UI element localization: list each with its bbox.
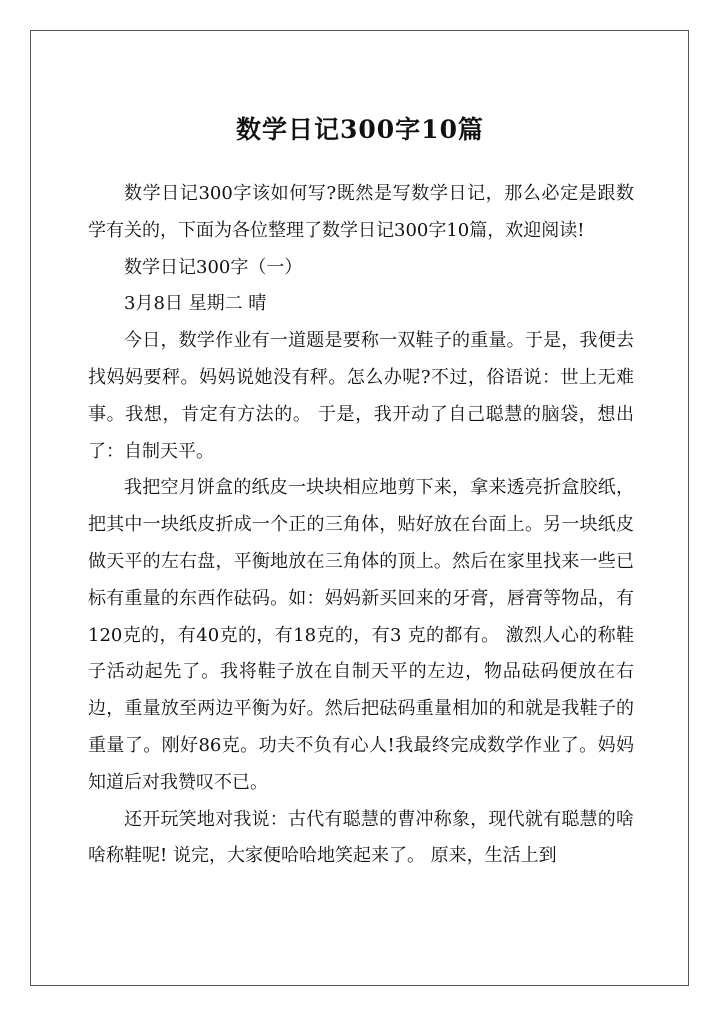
document-body [88,176,634,875]
paragraph-intro: 数学日记300字该如何写?既然是写数学日记，那么必定是跟数学有关的，下面为各位整理了数学日记300字10篇，欢迎阅读! [88,183,634,241]
paragraph-story-3: 还开玩笑地对我说：古代有聪慧的曹冲称象，现代就有聪慧的啥啥称鞋呢! 说完，大家便哈哈地笑起来了。 原来，生活上到 [88,808,634,867]
paragraph-story-1: 今日，数学作业有一道题是要称一双鞋子的重量。于是，我便去找妈妈要秤。妈妈说她没有秤。怎么办呢?不过，俗语说：世上无难事。我想，肯定有方法的。 于是，我开动了自己聪慧的脑袋，想出了：自制天平。 [88,330,634,462]
paragraph-date-line: 3月8日 星期二 晴 [124,293,267,315]
paragraph-story-2: 我把空月饼盒的纸皮一块块相应地剪下来，拿来透亮折盒胶纸，把其中一块纸皮折成一个正的三角体，贴好放在台面上。另一块纸皮做天平的左右盘，平衡地放在三角体的顶上。然后在家里找来一些已标有重量的东西作砝码。如：妈妈新买回来的牙膏，唇膏等物品，有120克的，有40克的，有18克的，有3 克的都有。 激烈人心的称鞋子活动起先了。我将鞋子放在自制天平的左边，物品砝码便放在右边，重量放至两边平衡为好。然后把砝码重量相加的和就是我鞋子的重量了。刚好86克。功夫不负有心人!我最终完成数学作业了。妈妈知道后对我赞叹不已。 [88,477,634,793]
document-title: 数学日记300字10篇 [236,115,484,144]
paragraph-entry-heading: 数学日记300字（一） [124,256,303,278]
